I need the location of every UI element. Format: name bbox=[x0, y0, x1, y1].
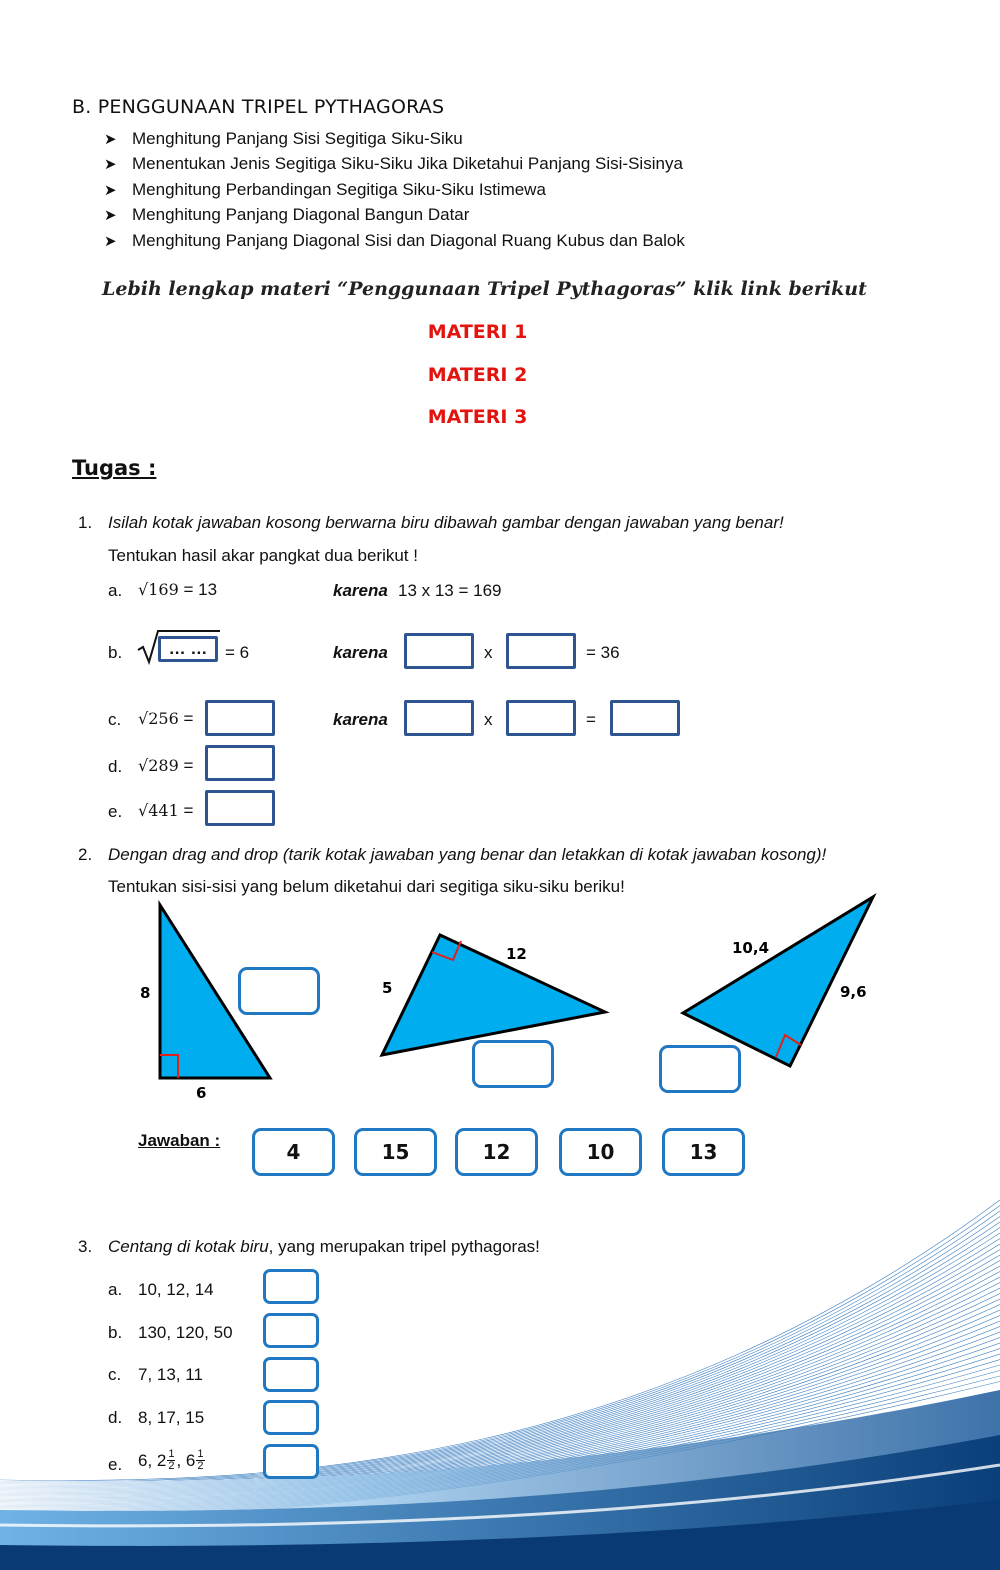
tugas-heading: Tugas : bbox=[72, 456, 157, 480]
q3d-text: 8, 17, 15 bbox=[138, 1408, 205, 1427]
q1b-radicand-input[interactable]: … … bbox=[158, 636, 218, 662]
q3c-letter: c. bbox=[108, 1365, 122, 1384]
q1e-expression: √441 = bbox=[138, 801, 194, 820]
q1a-karena: karena bbox=[333, 581, 388, 600]
triangle-3 bbox=[683, 897, 873, 1066]
q1b-times: x bbox=[484, 643, 493, 662]
triangle-2-drop-zone[interactable] bbox=[472, 1040, 554, 1088]
q2-instruction: Dengan drag and drop (tarik kotak jawaban yang benar dan letakkan di kotak jawaban kosong)! bbox=[108, 845, 827, 864]
q3a-checkbox[interactable] bbox=[263, 1269, 319, 1304]
arrow-bullet-icon: ➤ bbox=[104, 156, 117, 174]
triangle-3-drop-zone[interactable] bbox=[659, 1045, 741, 1093]
q3c-checkbox[interactable] bbox=[263, 1357, 319, 1392]
triangle-1-drop-zone[interactable] bbox=[238, 967, 320, 1015]
q1c-factor1-input[interactable] bbox=[404, 700, 474, 736]
q3d-checkbox[interactable] bbox=[263, 1400, 319, 1435]
q1a-result: = 13 bbox=[183, 580, 218, 599]
q1c-product-input[interactable] bbox=[610, 700, 680, 736]
q3c-text: 7, 13, 11 bbox=[138, 1365, 203, 1384]
arrow-bullet-icon: ➤ bbox=[104, 207, 117, 225]
link-materi-1[interactable]: MATERI 1 bbox=[427, 321, 528, 343]
arrow-bullet-icon: ➤ bbox=[104, 130, 117, 148]
q1-number: 1. bbox=[78, 513, 93, 532]
q3b-letter: b. bbox=[108, 1323, 123, 1342]
list-item: ➤ Menghitung Perbandingan Segitiga Siku-Siku Istimewa bbox=[104, 179, 546, 199]
q1a-radicand: 169 bbox=[148, 580, 179, 599]
triangle-2 bbox=[382, 935, 605, 1055]
q1c-letter: c. bbox=[108, 710, 122, 729]
q1b-letter: b. bbox=[108, 643, 123, 662]
q3b-text: 130, 120, 50 bbox=[138, 1323, 233, 1342]
triangle-2-side-a: 5 bbox=[382, 979, 393, 997]
info-text: Lebih lengkap materi “Penggunaan Tripel Pythagoras” klik link berikut bbox=[102, 278, 867, 300]
sqrt-icon: √ bbox=[138, 580, 149, 599]
q1a-letter: a. bbox=[108, 581, 123, 600]
q1c-expression: √256 = bbox=[138, 709, 194, 728]
jawaban-label: Jawaban : bbox=[138, 1131, 221, 1150]
triangle-1-side-b: 6 bbox=[196, 1084, 207, 1102]
answer-tile-13[interactable]: 13 bbox=[662, 1128, 745, 1176]
link-materi-3[interactable]: MATERI 3 bbox=[427, 406, 528, 428]
list-item: ➤ Menghitung Panjang Diagonal Sisi dan Diagonal Ruang Kubus dan Balok bbox=[104, 230, 685, 250]
q1b-result: = 6 bbox=[225, 643, 250, 662]
q1c-karena: karena bbox=[333, 710, 388, 729]
q2-number: 2. bbox=[78, 845, 93, 864]
q1e-letter: e. bbox=[108, 802, 123, 821]
arrow-bullet-icon: ➤ bbox=[104, 232, 117, 250]
q3a-letter: a. bbox=[108, 1280, 123, 1299]
answer-tile-12[interactable]: 12 bbox=[455, 1128, 538, 1176]
q2-prompt: Tentukan sisi-sisi yang belum diketahui dari segitiga siku-siku beriku! bbox=[108, 877, 625, 896]
q1d-answer-input[interactable] bbox=[205, 745, 275, 781]
q1a-explanation: 13 x 13 = 169 bbox=[398, 581, 502, 600]
q1b-karena: karena bbox=[333, 643, 388, 662]
triangle-3-side-b: 9,6 bbox=[840, 983, 867, 1001]
q3a-text: 10, 12, 14 bbox=[138, 1280, 214, 1299]
answer-tile-4[interactable]: 4 bbox=[252, 1128, 335, 1176]
q1c-equals: = bbox=[586, 710, 596, 729]
triangle-2-side-b: 12 bbox=[506, 945, 527, 963]
section-title: B. PENGGUNAAN TRIPEL PYTHAGORAS bbox=[72, 96, 445, 118]
q1-instruction: Isilah kotak jawaban kosong berwarna biru dibawah gambar dengan jawaban yang benar! bbox=[108, 513, 784, 532]
answer-tile-10[interactable]: 10 bbox=[559, 1128, 642, 1176]
answer-tile-15[interactable]: 15 bbox=[354, 1128, 437, 1176]
q3e-text: 6, 2 $\frac{1}{2}$ , 6 $\frac{1}{2}$ bbox=[138, 1448, 204, 1472]
fraction: $\frac{1}{2}$ bbox=[168, 1448, 175, 1472]
q1b-rhs: = 36 bbox=[586, 643, 620, 662]
q1c-times: x bbox=[484, 710, 493, 729]
topic-list bbox=[104, 126, 685, 254]
sqrt-icon: √ bbox=[138, 756, 149, 775]
q1e-answer-input[interactable] bbox=[205, 790, 275, 826]
q3-instruction: Centang di kotak biru, yang merupakan tripel pythagoras! bbox=[108, 1237, 540, 1256]
q1a-expression bbox=[138, 580, 217, 600]
triangle-1-side-a: 8 bbox=[140, 984, 151, 1002]
list-item: ➤ Menghitung Panjang Diagonal Bangun Datar bbox=[104, 205, 470, 225]
q3e-checkbox[interactable] bbox=[263, 1444, 319, 1479]
q1b-factor2-input[interactable] bbox=[506, 633, 576, 669]
triangle-3-side-a: 10,4 bbox=[732, 939, 770, 957]
q1d-expression: √289 = bbox=[138, 756, 194, 775]
list-item: ➤ Menghitung Panjang Sisi Segitiga Siku-Siku bbox=[104, 128, 463, 148]
sqrt-icon: √ bbox=[138, 709, 149, 728]
link-materi-2[interactable]: MATERI 2 bbox=[427, 364, 528, 386]
q1b-factor1-input[interactable] bbox=[404, 633, 474, 669]
q1d-letter: d. bbox=[108, 757, 123, 776]
sqrt-icon: √ bbox=[138, 801, 149, 820]
arrow-bullet-icon: ➤ bbox=[104, 181, 117, 199]
q3e-letter: e. bbox=[108, 1455, 123, 1474]
list-item: ➤ Menentukan Jenis Segitiga Siku-Siku Jika Diketahui Panjang Sisi-Sisinya bbox=[104, 154, 683, 174]
q1-prompt: Tentukan hasil akar pangkat dua berikut ! bbox=[108, 546, 418, 565]
q1c-factor2-input[interactable] bbox=[506, 700, 576, 736]
q1c-answer-input[interactable] bbox=[205, 700, 275, 736]
q3d-letter: d. bbox=[108, 1408, 123, 1427]
q3-number: 3. bbox=[78, 1237, 93, 1256]
q3b-checkbox[interactable] bbox=[263, 1313, 319, 1348]
fraction: $\frac{1}{2}$ bbox=[197, 1448, 204, 1472]
